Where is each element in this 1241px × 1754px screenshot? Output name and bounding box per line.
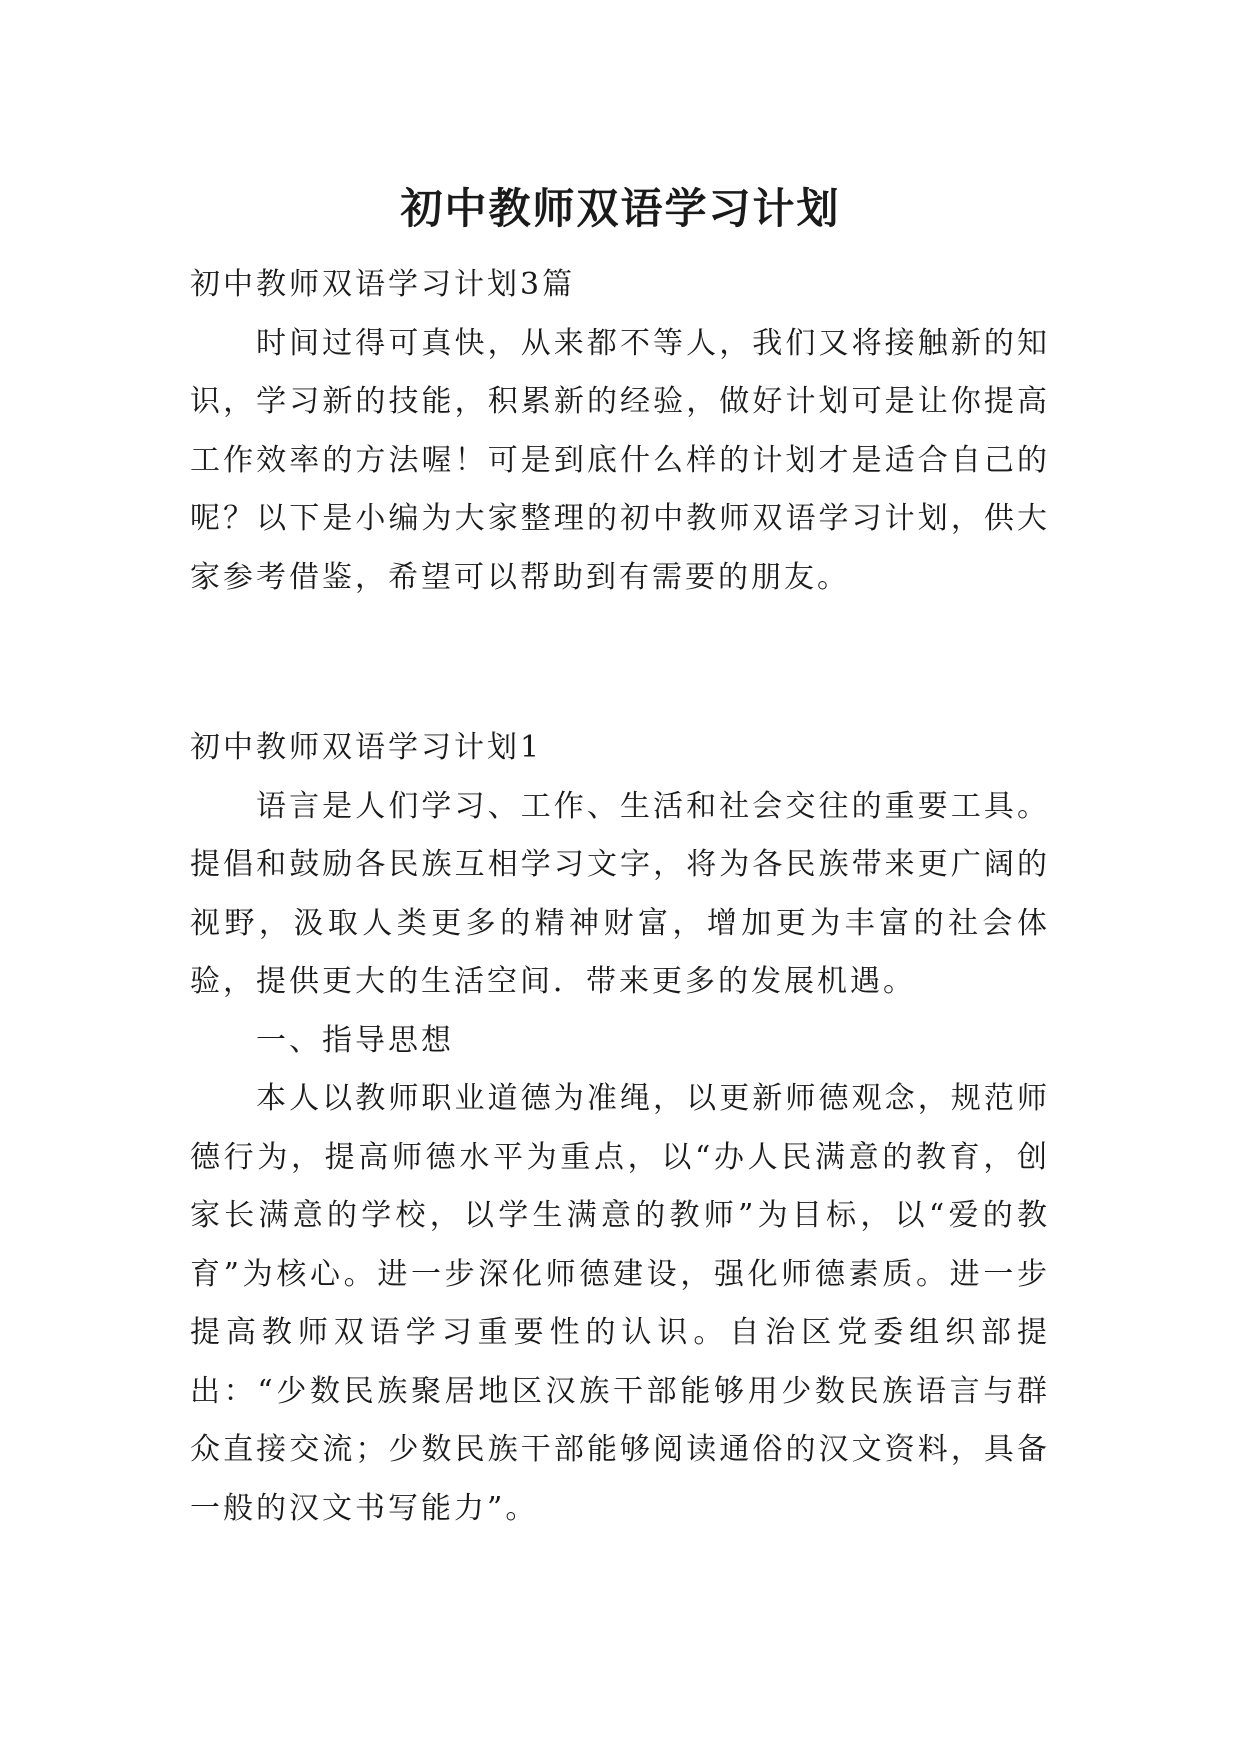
section-paragraph-1: 语言是人们学习、工作、生活和社会交往的重要工具。提倡和鼓励各民族互相学习文字，将为各民族带来更广阔的视野，汲取人类更多的精神财富，增加更为丰富的社会体验，提供更大的生活空间．带来更多的发展机遇。 [190, 788, 1050, 999]
intro-paragraph: 时间过得可真快，从来都不等人，我们又将接触新的知识，学习新的技能，积累新的经验，做好计划可是让你提高工作效率的方法喔！可是到底什么样的计划才是适合自己的呢？以下是小编为大家整理的初中教师双语学习计划，供大家参考借鉴，希望可以帮助到有需要的朋友。 [190, 325, 1050, 595]
document-title: 初中教师双语学习计划 [400, 184, 841, 234]
document-body [190, 256, 1050, 1538]
section-spacer [190, 607, 1050, 719]
section-subheading: 一、指导思想 [256, 1022, 454, 1058]
section-heading: 初中教师双语学习计划1 [190, 730, 543, 765]
document-subtitle: 初中教师双语学习计划3篇 [190, 267, 576, 302]
section-paragraph-2: 本人以教师职业道德为准绳，以更新师德观念，规范师德行为，提高师德水平为重点，以“办人民满意的教育，创家长满意的学校，以学生满意的教师”为目标，以“爱的教育”为核心。进一步深化师德建设，强化师德素质。进一步提高教师双语学习重要性的认识。自治区党委组织部提出：“少数民族聚居地区汉族干部能够用少数民族语言与群众直接交流；少数民族干部能够阅读通俗的汉文资料，具备一般的汉文书写能力”。 [190, 1081, 1050, 1526]
